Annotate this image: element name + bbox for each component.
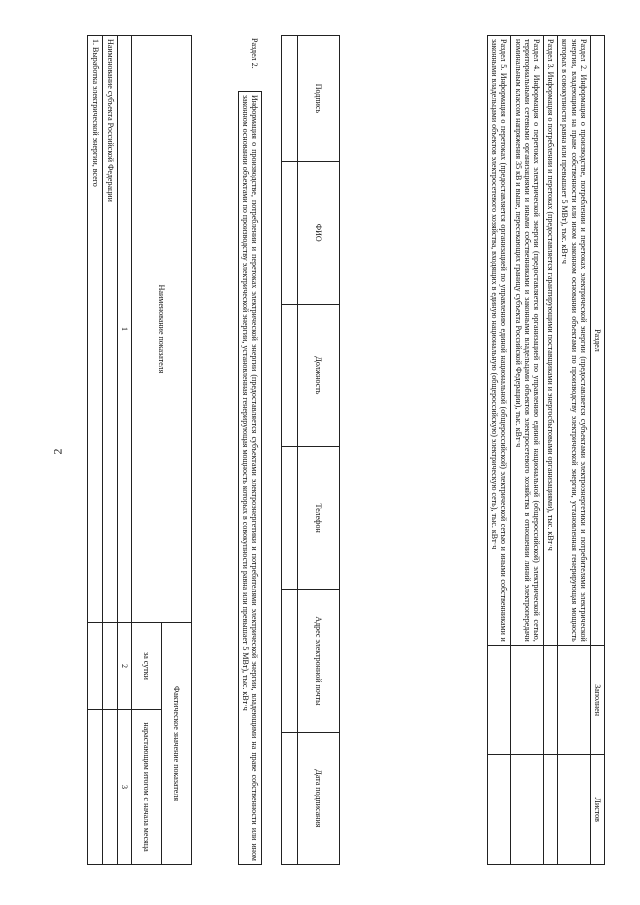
section-4-sheets-cell[interactable] [511,755,544,865]
section-3-filled-cell[interactable] [544,645,558,755]
col-number-3: 3 [117,710,131,865]
table-row [544,36,558,865]
col-number-1: 1 [117,36,131,623]
row-1-day-cell[interactable] [87,623,102,710]
sections-header-row [590,36,604,865]
table-row [87,36,102,865]
indicator-number-row [117,36,131,865]
section-4-text: Раздел 4. Информация о перетоках электрической энергии (предоставляется организацией по управлению единой национальной (общероссийской) электрической сетью, территориальными сетевыми организациями и иными собственниками и законными владельцами объектов электросетевого хозяйства в отношении линий электропередачи номинальным классом напряжения 35 кВ и выше, пересекающих границу субъекта Российской Федерации), тыс. кВт·ч [511,36,544,646]
section-3-text: Раздел 3. Информация о потреблении и перетоках (предоставляется гарантирующими поставщиками и энергосбытовыми организациями), тыс. кВт·ч [544,36,558,646]
header-section: Раздел [590,36,604,646]
col-number-2: 2 [117,623,131,710]
section-4-filled-cell[interactable] [511,645,544,755]
section-2-sheets-cell[interactable] [558,755,591,865]
position-cell[interactable] [282,304,298,447]
indicator-header-row-1 [162,36,192,865]
page-number: 2 [50,448,65,455]
row-1-cumulative-cell[interactable] [87,710,102,865]
section-2-filled-cell[interactable] [558,645,591,755]
section2-label: Раздел 2. [250,38,260,69]
sign-date-cell[interactable] [282,732,298,864]
header-sheets: Листов [590,755,604,865]
table-row [511,36,544,865]
indicator-table [87,35,192,865]
section2-heading-row [238,35,261,865]
header-signature: Подпись [298,36,340,162]
header-indicator-name: Наименование показателя [132,36,192,623]
header-filled: Заполнен [590,645,604,755]
signature-cell[interactable] [282,36,298,162]
header-fio: ФИО [298,161,340,304]
header-position: Должность [298,304,340,447]
subject-row [102,36,117,865]
section2-description: Информация о производстве, потреблении и перетоках электрической энергии (предоставляется субъектами электроэнергетики и потребителями электрической энергии, владеющими на праве собственности или ином законном основании объектами по производству электрической энергии, установленная генерирующая мощность которых в совокупности равна или превышает 5 МВт), тыс. кВт·ч [238,92,261,865]
row-1-label: 1. Выработка электрической энергии, всего [87,36,102,623]
header-actual-value: Фактическое значение показателя [162,623,192,865]
header-per-day: за сутки [132,623,162,710]
section-5-filled-cell[interactable] [488,645,511,755]
section-2-text: Раздел 2. Информация о производстве, потреблении и перетоках электрической энергии (предоставляется субъектами электроэнергетики и потребителями электрической энергии, владеющими на праве собственности или ином законном основании объектами по производству электрической энергии, установленная генерирующая мощность которых в совокупности равна или превышает 5 МВт), тыс. кВт·ч [558,36,591,646]
header-cumulative: нарастающим итогом с начала месяца [132,710,162,865]
sections-table [487,35,605,865]
section2-heading-table [238,35,262,865]
section-5-sheets-cell[interactable] [488,755,511,865]
section-3-sheets-cell[interactable] [544,755,558,865]
phone-cell[interactable] [282,447,298,590]
table-row [488,36,511,865]
subject-cumulative-cell[interactable] [102,710,117,865]
email-cell[interactable] [282,590,298,733]
header-sign-date: Дата подписания [298,732,340,864]
table-row [558,36,591,865]
subject-name-label: Наименование субъекта Российской Федерации [102,36,117,623]
signature-table [281,35,340,865]
fio-cell[interactable] [282,161,298,304]
header-email: Адрес электронной почты [298,590,340,733]
signature-header-row [298,36,340,865]
subject-day-cell[interactable] [102,623,117,710]
signature-row [282,36,298,865]
header-phone: Телефон [298,447,340,590]
section-5-text: Раздел 5. Информация о перетоках (предоставляется организацией по управлению единой национальной (общероссийской) электрической сетью и иными собственниками и законными владельцами объектов электросетевого хозяйства, входящих в единую национальную (общероссийскую) электрическую сеть), тыс. кВт·ч [488,36,511,646]
